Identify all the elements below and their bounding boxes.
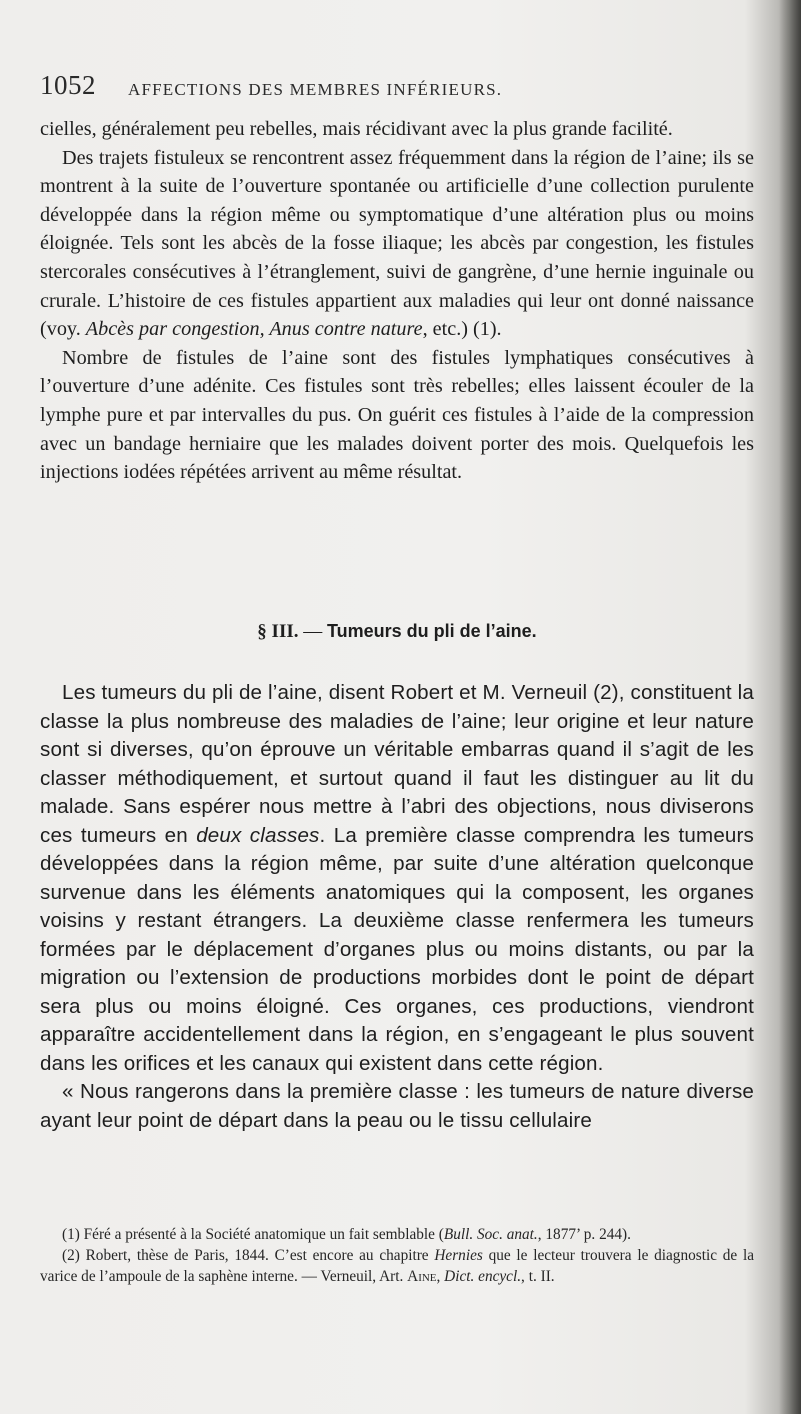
- paragraph-text: Les tumeurs du pli de l’aine, disent Robert et M. Verneuil (2), constituent la classe la plus nombreuse des maladies de l’aine; leur origine et leur nature sont si diverses, qu’on éprouve un véritable embarras quand il s’agit de les classer méthodiquement, et surtout quand il faut les distinguer au lit du malade. Sans espérer nous mettre à l’abri des objections, nous diviserons ces tumeurs en: [40, 681, 754, 847]
- paragraph-text: Des trajets fistuleux se rencontrent assez fréquemment dans la région de l’aine; ils se montrent à la suite de l’ouverture spontanée ou artificielle d’une collection purulente développée dans la région même ou symptomatique d’une altération plus ou moins éloignée. Tels sont les abcès de la fosse iliaque; les abcès par congestion, les fistules stercorales consécutives à l’étranglement, suivi de gangrène, d’une hernie inguinale ou crurale. L’histoire de ces fistules appartient aux maladies qui leur ont donné naissance (voy.: [40, 146, 754, 341]
- section-number: § III.: [257, 621, 299, 642]
- emphasis-two-classes: deux classes: [196, 823, 320, 847]
- footnote-article: Aine: [407, 1268, 437, 1285]
- paragraph-fistulous-tracts: [40, 144, 754, 344]
- footnote-text-mid: que le lecteur trouvera le diagnostic de la varice de l’ampoule de la saphène interne. — Verneuil, Art.: [40, 1247, 754, 1285]
- page-number: 1052: [40, 70, 96, 100]
- running-head: AFFECTIONS DES MEMBRES INFÉRIEURS.: [128, 80, 503, 99]
- paragraph-text-end: , etc.) (1).: [422, 318, 502, 341]
- paragraph-first-class-quote: « Nous rangerons dans la première classe : les tumeurs de nature diverse ayant leur point de départ dans la peau ou le tissu cellulaire: [40, 1080, 754, 1132]
- footnotes: [40, 1224, 754, 1287]
- body-text: [40, 115, 754, 487]
- footnote-1: [40, 1224, 754, 1245]
- paragraph-text-end: . La première classe comprendra les tumeurs développées dans la région même, par suite d’une altération quelconque survenue dans les éléments anatomiques qui la composent, les organes voisins y restant étrangers. La deuxième classe renfermera les tumeurs formées par le déplacement d’organes plus ou moins distants, ou par la migration ou l’extension de productions morbides dont le point de départ sera plus ou moins éloigné. Ces organes, ces productions, viendront apparaître accidentellement dans la région, en s’engageant le plus souvent dans les orifices et les canaux qui existent dans cette région.: [40, 823, 754, 1075]
- footnote-sep: ,: [436, 1268, 445, 1285]
- section-title: Tumeurs du pli de l’aine.: [326, 621, 537, 641]
- footnote-citation: Bull. Soc. anat.: [443, 1226, 538, 1243]
- section-dash: —: [298, 621, 327, 642]
- footnote-2: [40, 1245, 754, 1287]
- section-text: [40, 679, 754, 1135]
- paragraph-tumor-classes: [40, 679, 754, 1078]
- page-edge-shadow: [779, 0, 801, 1414]
- page-header: [40, 70, 760, 104]
- footnote-text: (1) Féré a présenté à la Société anatomique un fait semblable (: [62, 1226, 444, 1243]
- footnote-text: (2) Robert, thèse de Paris, 1844. C’est encore au chapitre: [62, 1247, 435, 1264]
- footnote-chapter: Hernies: [434, 1247, 483, 1264]
- footnote-text-end: , t. II.: [521, 1268, 555, 1285]
- paragraph-continuation: cielles, généralement peu rebelles, mais récidivant avec la plus grande facilité.: [40, 118, 673, 140]
- footnote-text-end: , 1877’ p. 244).: [537, 1226, 631, 1243]
- section-heading: [40, 621, 754, 643]
- paragraph-lymphatic-fistulas: Nombre de fistules de l’aine sont des fistules lymphatiques consécutives à l’ouverture d’une adénite. Ces fistules sont très rebelles; elles laissent écouler de la lymphe pure et par intervalles du pus. On guérit ces fistules à l’aide de la compression avec un bandage herniaire que les malades doivent porter des mois. Quelquefois les injections iodées répétées arrivent au même résultat.: [40, 346, 754, 484]
- cross-reference: Abcès par congestion, Anus contre nature: [85, 318, 423, 341]
- footnote-citation: Dict. encycl.: [444, 1268, 522, 1285]
